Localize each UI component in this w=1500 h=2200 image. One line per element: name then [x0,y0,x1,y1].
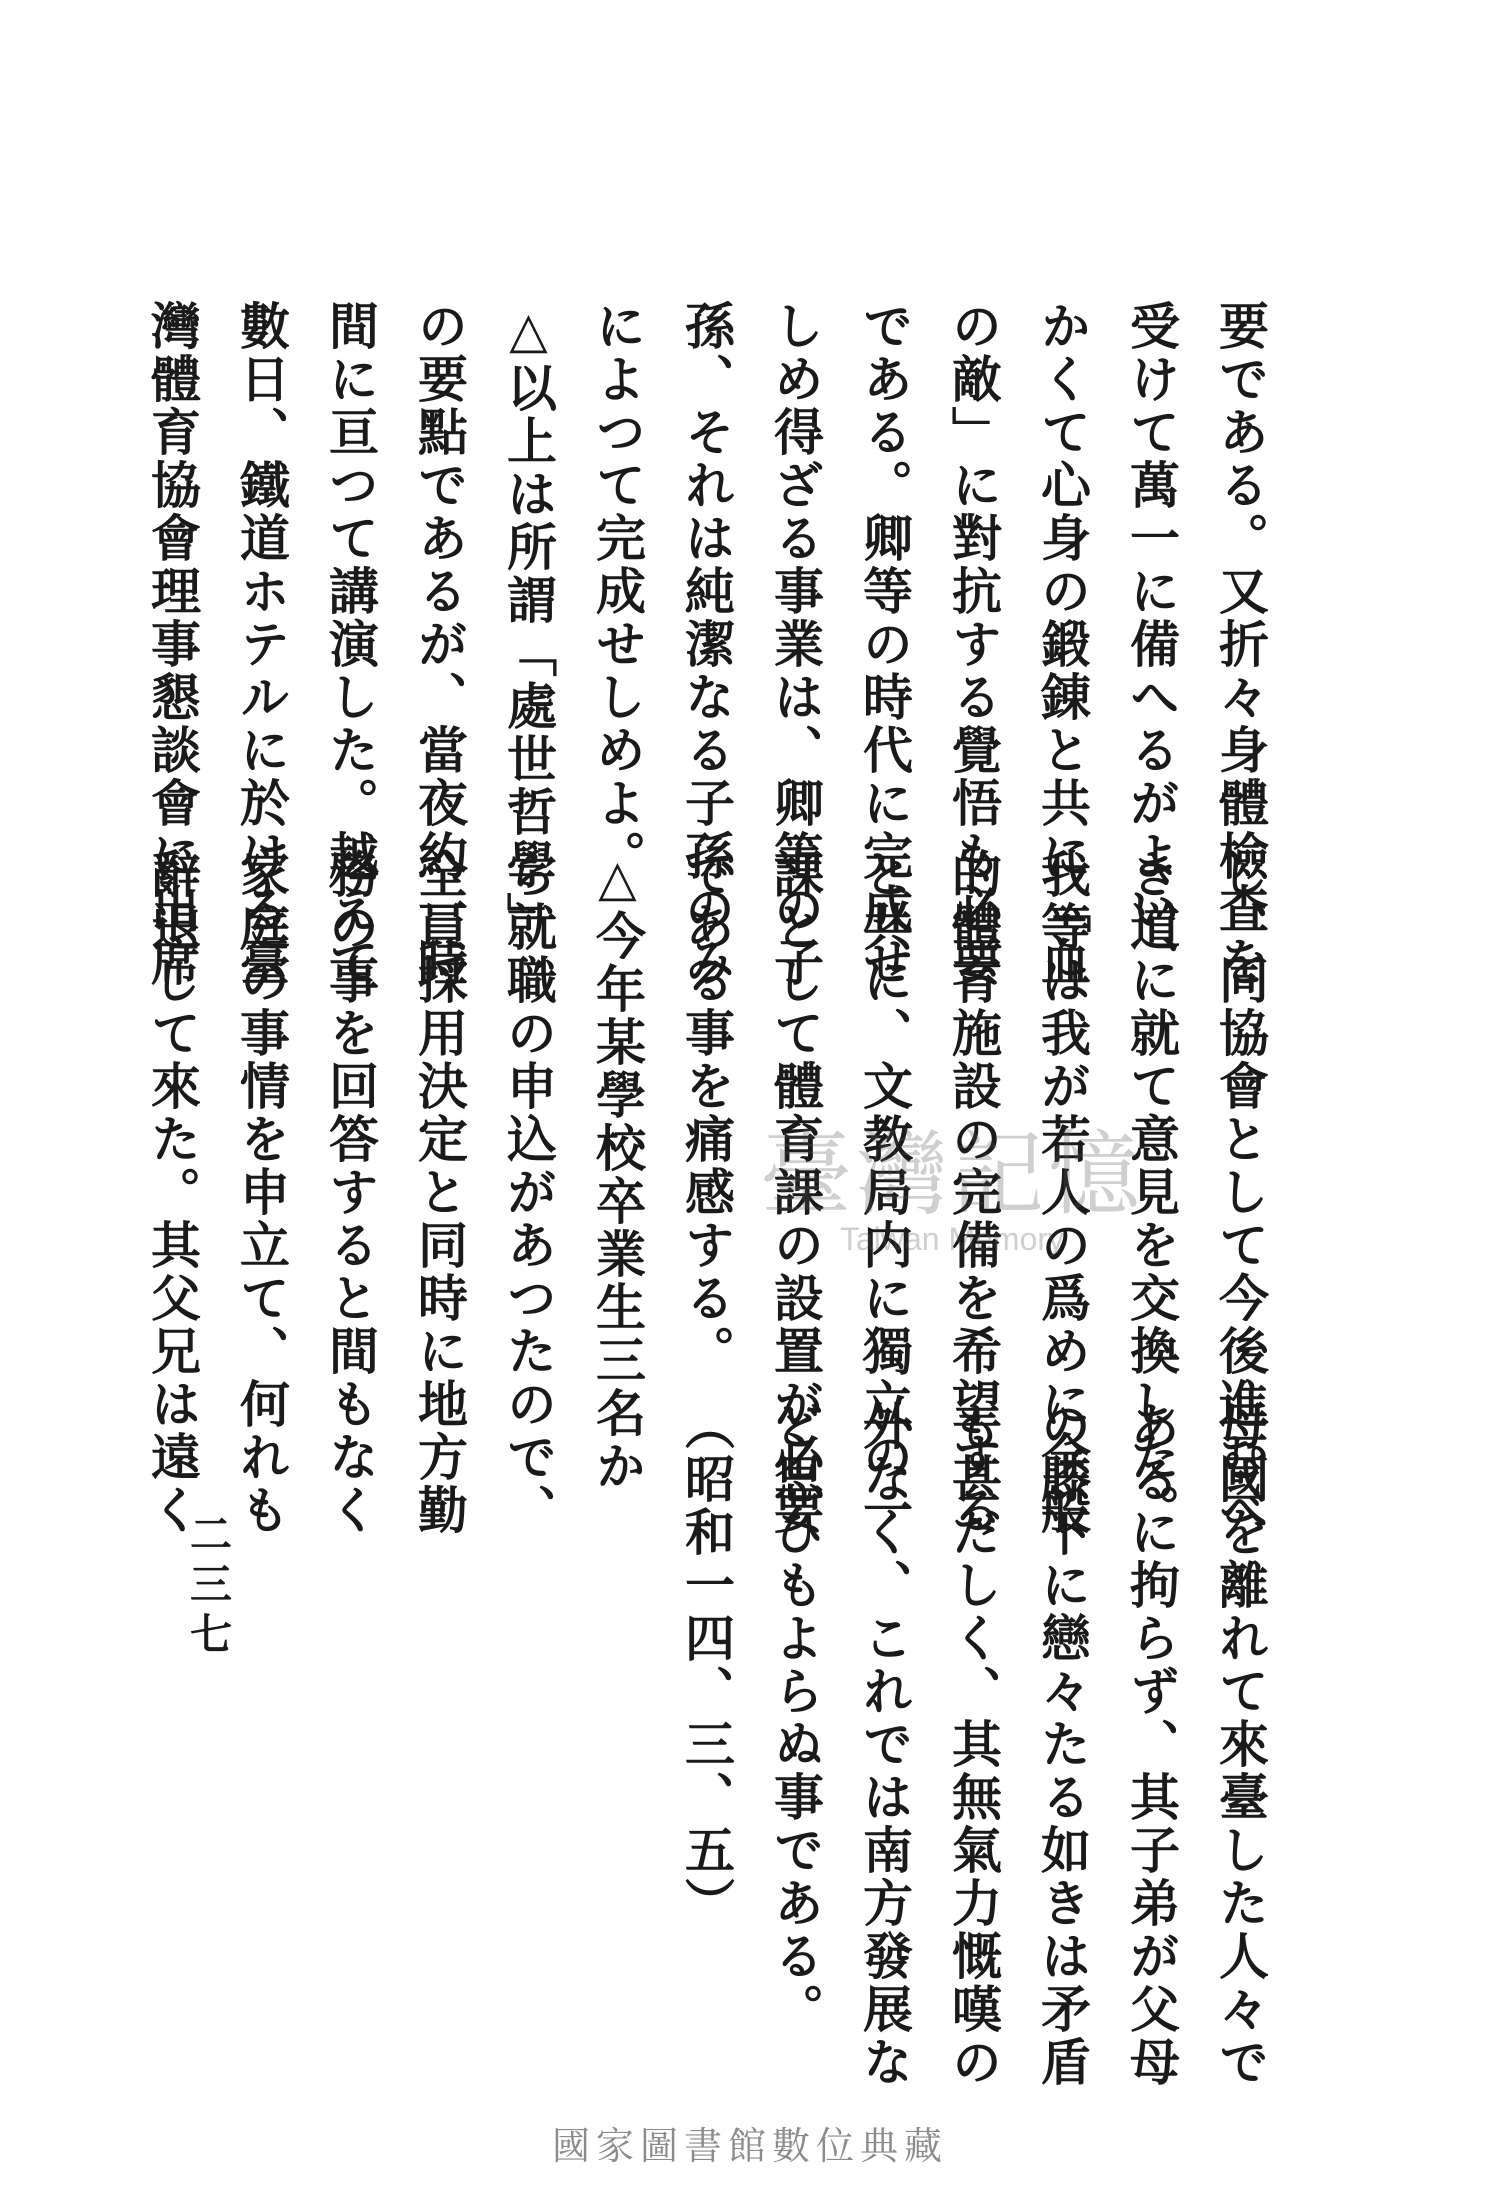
text-line: の膝下に戀々たる如きは矛盾 [1033,1400,1092,2089]
watermark-text: 臺灣記憶 [759,1121,1144,1228]
text-line: 課として體育課の設置が必要 [766,848,825,1537]
text-line: 要である。又折々身體檢査を [1211,300,1270,989]
text-block-bottom [662,1400,1285,2089]
page-number: 二三七 [184,1512,233,1662]
text-line: しめ得ざる事業は、卿等の子 [766,300,825,989]
text-line: し、同協會として今後進むべ [1211,848,1270,1537]
text-line: ど思ひもよらぬ事である。 [766,1400,825,2036]
text-line: と共に、文教局内に獨立の一 [855,848,914,1537]
text-line: である。卿等の時代に完成せ [855,300,914,989]
text-line: 我等は我が若人の爲めに全般 [1033,848,1092,1537]
text-line: も甚だしく、其無氣力慨嘆の [944,1400,1003,2089]
text-line: によつて完成せしめよ。 [588,300,647,883]
text-block-middle [128,848,1285,1537]
text-line: き道に就て意見を交換した。 [1122,848,1181,1537]
text-line: 辭退して來た。其父兄は遠く [143,848,202,1537]
text-line: あるに拘らず、其子弟が父母 [1122,1400,1181,2089]
text-block-top [128,300,1285,989]
text-line: の要點であるが、當夜約一時 [410,300,469,989]
text-line: 的體育施設の完備を希望する [944,848,1003,1537]
watermark-subtext: Taiwan Memory [839,1221,1065,1257]
text-line: 母國を離れて來臺した人々で [1211,1400,1270,2089]
text-line: ら就職の申込があつたので、 [499,848,558,1537]
text-line: 孫、それは純潔なる子孫のみ [677,300,736,989]
text-line: の敵」に對抗する覺悟も必要 [944,300,1003,989]
text-line: 數日、鐵道ホテルに於ける臺 [232,300,291,989]
text-line: 灣體育協會理事懇談會に出席 [143,300,202,989]
text-line: △以上は所謂「處世哲學」 [499,300,558,945]
text-line: （昭和一四、三、五） [677,1400,736,1930]
text-line: である事を痛感する。 [677,848,736,1378]
text-line: かくて心身の鍛錬と共に「血 [1033,300,1092,989]
text-line: 務の事を回答すると間もなく [321,848,380,1537]
text-line: △今年某學校卒業生三名か [588,848,647,1493]
text-line: 間に亘つて講演した。越えて [321,300,380,989]
text-line: 家庭の事情を申立て、何れも [232,848,291,1537]
footer-credit: 國家圖書館數位典藏 [551,2124,948,2168]
text-line: 全員採用決定と同時に地方勤 [410,848,469,1537]
text-line: 受けて萬一に備へるがよい、 [1122,300,1181,989]
text-line: 外なく、これでは南方發展な [855,1400,914,2089]
